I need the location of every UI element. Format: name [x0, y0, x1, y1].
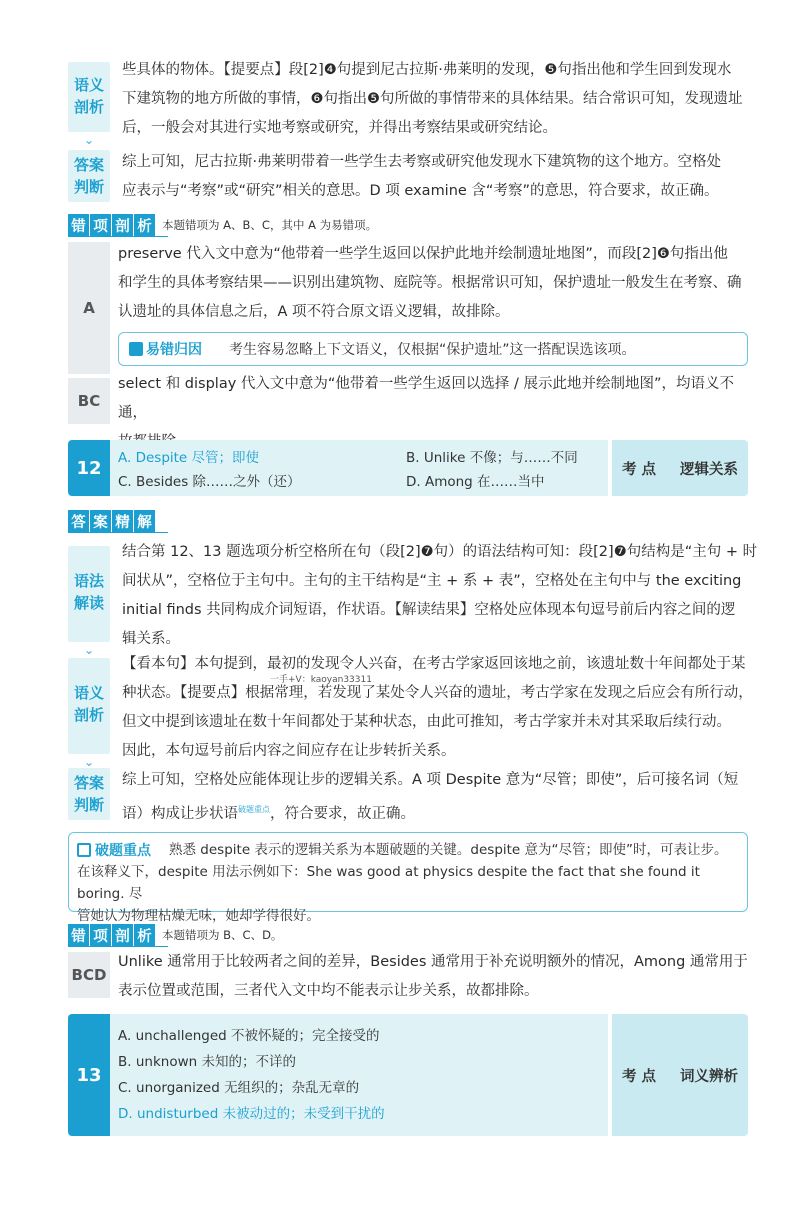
header-char: 项: [90, 924, 111, 946]
option-a: A. unchallenged 不被怀疑的；完全接受的: [118, 1028, 380, 1044]
option-a: A. Despite 尽管；即使: [118, 450, 260, 466]
text-line: 熟悉 despite 表示的逻辑关系为本题破题的关键。despite 意为“尽管；即使”时，可表让步。: [169, 842, 728, 858]
header-underline: [68, 532, 168, 533]
question-number: 12: [68, 440, 110, 496]
text-line: 后，一般会对其进行实地考察或研究，并得出考察结果或研究结论。: [122, 120, 557, 136]
text-line: 在该释义下，despite 用法示例如下：She was good at physics despite the fact that she found it boring. 尽: [77, 864, 700, 902]
answer-paragraph-2: [122, 766, 762, 829]
question-13-box: [68, 1014, 748, 1136]
key-point-value: 词义辨析: [680, 1068, 739, 1085]
section-tag-answer-2: 答案 判断: [68, 768, 110, 820]
option-letter-bcd: BCD: [68, 952, 110, 998]
text-line: 因此，本句逗号前后内容之间应存在让步转折关系。: [122, 743, 456, 759]
option-b: B. Unlike 不像；与……不同: [406, 450, 578, 466]
tip-label: 易错归因: [146, 342, 202, 358]
text-line: 综上可知，空格处应能体现让步的逻辑关系。A 项 Despite 意为“尽管；即使”，后可接名词（短: [122, 772, 739, 788]
header-char: 剖: [112, 924, 133, 946]
key-point-label: 考 点: [621, 461, 657, 478]
text-line: 种状态。【提要点】根据常理，若发现了某处令人兴奋的遗址，考古学家在发现之后应会有所行动，: [122, 685, 753, 701]
key-point: [612, 1014, 748, 1136]
key-point: [612, 440, 748, 496]
mistake-tip-box: [118, 332, 748, 366]
text-line: select 和 display 代入文中意为“他带着一些学生返回以选择 / 展示此地并绘制地图”，均语义不通，: [118, 376, 735, 421]
text-line: 和学生的具体考察结果——识别出建筑物、庭院等。根据常识可知，保护遗址一般发生在考察、确: [118, 275, 742, 291]
key-breakthrough-box: [68, 832, 748, 924]
question-number: 13: [68, 1014, 110, 1136]
question-12-box: [68, 440, 748, 496]
option-letter-bc: BC: [68, 378, 110, 424]
grammar-paragraph: [122, 538, 762, 654]
header-char: 案: [90, 510, 111, 532]
option-b: B. unknown 未知的；不详的: [118, 1054, 296, 1070]
option-c: C. unorganized 无组织的；杂乱无章的: [118, 1080, 360, 1096]
error-analysis-header-2: [68, 924, 282, 946]
text-line: initial finds 共同构成介词短语，作状语。【解读结果】空格处应体现本句逗号前后内容之间的逻: [122, 602, 736, 618]
text-line: 表示位置或范围，三者代入文中均不能表示让步关系，故都排除。: [118, 983, 539, 999]
option-d: D. Among 在……当中: [406, 474, 545, 490]
header-char: 精: [112, 510, 133, 532]
header-char: 析: [134, 214, 155, 236]
header-note: 本题错项为 B、C、D。: [162, 928, 283, 942]
header-char: 答: [68, 510, 89, 532]
question-options: [110, 1014, 608, 1136]
text-fragment: 语）构成让步状语: [122, 805, 238, 822]
text-line: 但文中提到该遗址在数十年间都处于某种状态，由此可推知，考古学家并未对其采取后续行动。: [122, 714, 731, 730]
answer-analysis-header: [68, 510, 156, 532]
header-char: 错: [68, 924, 89, 946]
text-line: 认遗址的具体信息之后，A 项不符合原文语义逻辑，故排除。: [118, 304, 510, 320]
header-char: 剖: [112, 214, 133, 236]
semantic-paragraph: [122, 56, 762, 143]
header-underline: [68, 946, 168, 947]
tip-label: 破题重点: [95, 843, 151, 859]
header-char: 错: [68, 214, 89, 236]
semantic-paragraph-2: [122, 650, 762, 766]
tip-icon: [129, 342, 143, 356]
key-point-value: 逻辑关系: [680, 461, 739, 478]
tip-text: [77, 839, 743, 927]
text-fragment: ，符合要求，故正确。: [270, 805, 415, 822]
text-line: 【看本句】本句提到，最初的发现令人兴奋，在考古学家返回该地之前，该遗址数十年间都处于某: [122, 656, 746, 672]
text-line: 综上可知，尼古拉斯·弗莱明带着一些学生去考察或研究他发现水下建筑物的这个地方。空格处: [122, 154, 722, 170]
section-tag-semantic: 语义 剖析 ⌄: [68, 62, 110, 132]
watermark: 一手+V：kaoyan33311: [270, 675, 372, 685]
text-line: Unlike 通常用于比较两者之间的差异，Besides 通常用于补充说明额外的情况，Among 通常用于: [118, 954, 748, 970]
question-options: [110, 440, 608, 496]
section-tag-answer: 答案 判断: [68, 150, 110, 202]
header-char: 项: [90, 214, 111, 236]
error-analysis-header: [68, 214, 377, 236]
text-line: [122, 795, 762, 829]
header-underline: [68, 236, 168, 237]
key-point-label: 考 点: [621, 1068, 657, 1085]
option-d: D. undisturbed 未被动过的；未受到干扰的: [118, 1106, 385, 1122]
text-line: 些具体的物体。【提要点】段[2]❹句提到尼古拉斯·弗莱明的发现，❺句指出他和学生回到发现水: [122, 62, 732, 78]
text-line: preserve 代入文中意为“他带着一些学生返回以保护此地并绘制遗址地图”，而段[2]❻句指出他: [118, 246, 728, 262]
header-char: 解: [134, 510, 155, 532]
section-tag-semantic-2: 语义 剖析 ⌄: [68, 658, 110, 754]
text-line: 应表示与“考察”或“研究”相关的意思。D 项 examine 含“考察”的意思，符合要求，故正确。: [122, 183, 719, 199]
text-line: 下建筑物的地方所做的事情，❻句指出❺句所做的事情带来的具体结果。结合常识可知，发现遗址: [122, 91, 743, 107]
text-line: 辑关系。: [122, 631, 180, 647]
section-tag-grammar: 语法 解读 ⌄: [68, 546, 110, 642]
option-a-analysis: [118, 240, 758, 327]
text-line: 管她认为物理枯燥无味，她却学得很好。: [77, 908, 320, 924]
header-note: 本题错项为 A、B、C，其中 A 为易错项。: [162, 218, 378, 232]
option-bcd-analysis: [118, 948, 758, 1006]
header-char: 析: [134, 924, 155, 946]
option-c: C. Besides 除……之外（还）: [118, 474, 301, 490]
text-line: 间状从”，空格位于主句中。主句的主干结构是“主 + 系 + 表”，空格处在主句中与 the exciting: [122, 573, 742, 589]
text-line: 结合第 12、13 题选项分析空格所在句（段[2]❼句）的语法结构可知：段[2]❼句结构是“主句 + 时: [122, 544, 758, 560]
inline-note: 破题重点: [238, 805, 270, 814]
option-letter-a: A: [68, 242, 110, 374]
answer-paragraph: [122, 148, 762, 206]
tip-text: 考生容易忽略上下文语义，仅根据“保护遗址”这一搭配误选该项。: [229, 342, 636, 358]
